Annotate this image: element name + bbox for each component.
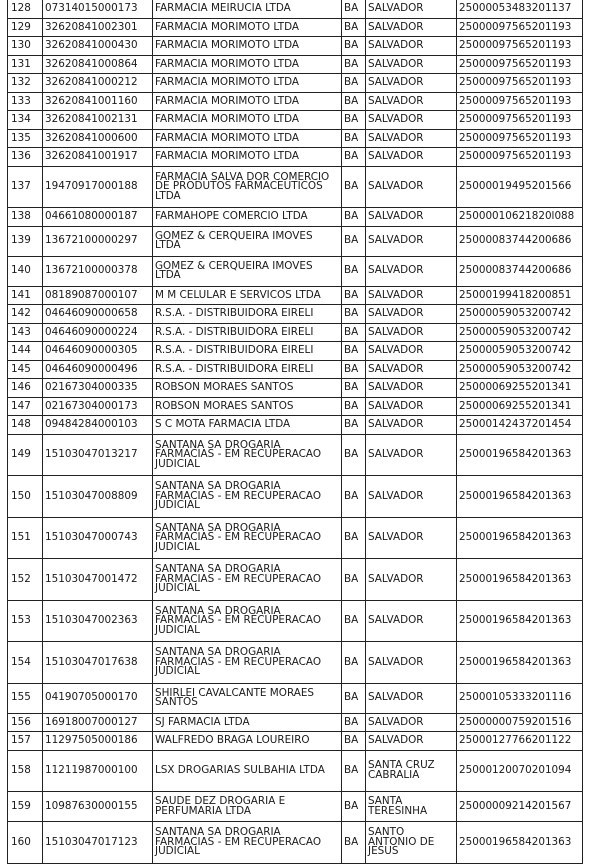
company-name-cell: R.S.A. - DISTRIBUIDORA EIRELI <box>153 360 342 379</box>
cnpj-cell: 13672100000378 <box>43 256 153 286</box>
state-cell: BA <box>342 750 366 792</box>
table-row <box>8 256 583 286</box>
cnpj-cell: 07314015000173 <box>43 0 153 18</box>
city-cell: SALVADOR <box>366 148 457 167</box>
row-number: 157 <box>8 732 43 751</box>
state-cell: BA <box>342 559 366 601</box>
table-row <box>8 434 583 476</box>
state-cell: BA <box>342 517 366 559</box>
table-row <box>8 379 583 398</box>
row-number: 140 <box>8 256 43 286</box>
cnpj-cell: 15103047008809 <box>43 476 153 518</box>
city-cell: SALVADOR <box>366 476 457 518</box>
process-code-cell: 25000010621820l088 <box>457 208 583 227</box>
company-name-cell: SANTANA SA DROGARIA FARMACIAS - EM RECUPERACAO JUDICIAL <box>153 476 342 518</box>
state-cell: BA <box>342 323 366 342</box>
row-number: 152 <box>8 559 43 601</box>
table-row <box>8 416 583 435</box>
cnpj-cell: 19470917000188 <box>43 166 153 208</box>
cnpj-cell: 15103047017638 <box>43 642 153 684</box>
city-cell: SALVADOR <box>366 559 457 601</box>
city-cell: SALVADOR <box>366 360 457 379</box>
process-code-cell: 25000083744200686 <box>457 256 583 286</box>
row-number: 156 <box>8 713 43 732</box>
row-number: 134 <box>8 111 43 130</box>
table-row <box>8 166 583 208</box>
city-cell: SALVADOR <box>366 379 457 398</box>
row-number: 151 <box>8 517 43 559</box>
table-row <box>8 208 583 227</box>
city-cell: SALVADOR <box>366 18 457 37</box>
table-row <box>8 323 583 342</box>
process-code-cell: 25000097565201193 <box>457 129 583 148</box>
state-cell: BA <box>342 792 366 822</box>
table-row <box>8 18 583 37</box>
state-cell: BA <box>342 148 366 167</box>
table-row <box>8 74 583 93</box>
table-row <box>8 517 583 559</box>
establishment-table <box>7 0 583 864</box>
table-row <box>8 55 583 74</box>
table-row <box>8 559 583 601</box>
state-cell: BA <box>342 379 366 398</box>
cnpj-cell: 32620841000600 <box>43 129 153 148</box>
city-cell: SALVADOR <box>366 683 457 713</box>
row-number: 145 <box>8 360 43 379</box>
city-cell: SALVADOR <box>366 92 457 111</box>
state-cell: BA <box>342 476 366 518</box>
row-number: 149 <box>8 434 43 476</box>
table-row <box>8 713 583 732</box>
company-name-cell: GOMEZ & CERQUEIRA IMOVES LTDA <box>153 256 342 286</box>
company-name-cell: FARMACIA MORIMOTO LTDA <box>153 129 342 148</box>
state-cell: BA <box>342 360 366 379</box>
process-code-cell: 25000059053200742 <box>457 323 583 342</box>
state-cell: BA <box>342 342 366 361</box>
row-number: 136 <box>8 148 43 167</box>
row-number: 130 <box>8 37 43 56</box>
process-code-cell: 25000199418200851 <box>457 286 583 305</box>
cnpj-cell: 32620841002301 <box>43 18 153 37</box>
cnpj-cell: 32620841001917 <box>43 148 153 167</box>
row-number: 146 <box>8 379 43 398</box>
row-number: 141 <box>8 286 43 305</box>
city-cell: SALVADOR <box>366 323 457 342</box>
state-cell: BA <box>342 683 366 713</box>
city-cell: SALVADOR <box>366 0 457 18</box>
state-cell: BA <box>342 37 366 56</box>
company-name-cell: FARMAHOPE COMERCIO LTDA <box>153 208 342 227</box>
company-name-cell: SANTANA SA DROGARIA FARMACIAS - EM RECUPERACAO JUDICIAL <box>153 600 342 642</box>
cnpj-cell: 04190705000170 <box>43 683 153 713</box>
process-code-cell: 25000009214201567 <box>457 792 583 822</box>
table-row <box>8 92 583 111</box>
city-cell: SANTO ANTONIO DE JESUS <box>366 822 457 864</box>
state-cell: BA <box>342 256 366 286</box>
company-name-cell: SANTANA SA DROGARIA FARMACIAS - EM RECUPERACAO JUDICIAL <box>153 434 342 476</box>
row-number: 135 <box>8 129 43 148</box>
cnpj-cell: 04661080000187 <box>43 208 153 227</box>
company-name-cell: GOMEZ & CERQUEIRA IMOVES LTDA <box>153 226 342 256</box>
state-cell: BA <box>342 416 366 435</box>
cnpj-cell: 04646090000496 <box>43 360 153 379</box>
table-row <box>8 226 583 256</box>
city-cell: SALVADOR <box>366 166 457 208</box>
row-number: 150 <box>8 476 43 518</box>
row-number: 144 <box>8 342 43 361</box>
state-cell: BA <box>342 129 366 148</box>
row-number: 129 <box>8 18 43 37</box>
company-name-cell: SANTANA SA DROGARIA FARMACIAS - EM RECUPERACAO JUDICIAL <box>153 642 342 684</box>
process-code-cell: 25000196584201363 <box>457 822 583 864</box>
company-name-cell: SAUDE DEZ DROGARIA E PERFUMARIA LTDA <box>153 792 342 822</box>
state-cell: BA <box>342 92 366 111</box>
process-code-cell: 25000196584201363 <box>457 642 583 684</box>
company-name-cell: FARMACIA MORIMOTO LTDA <box>153 74 342 93</box>
process-code-cell: 25000097565201193 <box>457 18 583 37</box>
company-name-cell: R.S.A. - DISTRIBUIDORA EIRELI <box>153 342 342 361</box>
city-cell: SALVADOR <box>366 37 457 56</box>
state-cell: BA <box>342 226 366 256</box>
process-code-cell: 25000127766201122 <box>457 732 583 751</box>
process-code-cell: 25000097565201193 <box>457 92 583 111</box>
table-row <box>8 286 583 305</box>
cnpj-cell: 32620841000864 <box>43 55 153 74</box>
company-name-cell: SHIRLEI CAVALCANTE MORAES SANTOS <box>153 683 342 713</box>
state-cell: BA <box>342 18 366 37</box>
company-name-cell: SANTANA SA DROGARIA FARMACIAS - EM RECUPERACAO JUDICIAL <box>153 517 342 559</box>
table-row <box>8 0 583 18</box>
cnpj-cell: 11297505000186 <box>43 732 153 751</box>
city-cell: SALVADOR <box>366 74 457 93</box>
state-cell: BA <box>342 111 366 130</box>
table-row <box>8 148 583 167</box>
company-name-cell: R.S.A. - DISTRIBUIDORA EIRELI <box>153 305 342 324</box>
table-body <box>8 0 583 863</box>
process-code-cell: 25000097565201193 <box>457 55 583 74</box>
state-cell: BA <box>342 305 366 324</box>
process-code-cell: 25000083744200686 <box>457 226 583 256</box>
process-code-cell: 25000142437201454 <box>457 416 583 435</box>
table-row <box>8 397 583 416</box>
state-cell: BA <box>342 166 366 208</box>
row-number: 158 <box>8 750 43 792</box>
state-cell: BA <box>342 642 366 684</box>
table-row <box>8 600 583 642</box>
table-row <box>8 305 583 324</box>
process-code-cell: 25000059053200742 <box>457 305 583 324</box>
state-cell: BA <box>342 397 366 416</box>
state-cell: BA <box>342 434 366 476</box>
table-row <box>8 792 583 822</box>
city-cell: SALVADOR <box>366 111 457 130</box>
company-name-cell: FARMACIA MORIMOTO LTDA <box>153 55 342 74</box>
process-code-cell: 25000196584201363 <box>457 434 583 476</box>
process-code-cell: 25000097565201193 <box>457 37 583 56</box>
city-cell: SALVADOR <box>366 416 457 435</box>
cnpj-cell: 09484284000103 <box>43 416 153 435</box>
process-code-cell: 25000019495201566 <box>457 166 583 208</box>
table-row <box>8 732 583 751</box>
state-cell: BA <box>342 732 366 751</box>
process-code-cell: 25000053483201137 <box>457 0 583 18</box>
cnpj-cell: 15103047001472 <box>43 559 153 601</box>
process-code-cell: 25000105333201116 <box>457 683 583 713</box>
cnpj-cell: 08189087000107 <box>43 286 153 305</box>
city-cell: SALVADOR <box>366 256 457 286</box>
process-code-cell: 25000069255201341 <box>457 379 583 398</box>
city-cell: SALVADOR <box>366 713 457 732</box>
company-name-cell: LSX DROGARIAS SULBAHIA LTDA <box>153 750 342 792</box>
company-name-cell: FARMACIA MORIMOTO LTDA <box>153 111 342 130</box>
cnpj-cell: 04646090000224 <box>43 323 153 342</box>
process-code-cell: 25000120070201094 <box>457 750 583 792</box>
company-name-cell: ROBSON MORAES SANTOS <box>153 397 342 416</box>
city-cell: SALVADOR <box>366 434 457 476</box>
cnpj-cell: 10987630000155 <box>43 792 153 822</box>
process-code-cell: 25000097565201193 <box>457 74 583 93</box>
company-name-cell: M M CELULAR E SERVICOS LTDA <box>153 286 342 305</box>
row-number: 159 <box>8 792 43 822</box>
process-code-cell: 25000097565201193 <box>457 111 583 130</box>
state-cell: BA <box>342 0 366 18</box>
process-code-cell: 25000196584201363 <box>457 559 583 601</box>
table-row <box>8 476 583 518</box>
cnpj-cell: 32620841002131 <box>43 111 153 130</box>
state-cell: BA <box>342 822 366 864</box>
cnpj-cell: 04646090000658 <box>43 305 153 324</box>
state-cell: BA <box>342 208 366 227</box>
table-row <box>8 642 583 684</box>
row-number: 155 <box>8 683 43 713</box>
cnpj-cell: 15103047013217 <box>43 434 153 476</box>
company-name-cell: ROBSON MORAES SANTOS <box>153 379 342 398</box>
city-cell: SALVADOR <box>366 286 457 305</box>
state-cell: BA <box>342 55 366 74</box>
cnpj-cell: 02167304000335 <box>43 379 153 398</box>
company-name-cell: FARMACIA MEIRUCIA LTDA <box>153 0 342 18</box>
cnpj-cell: 32620841001160 <box>43 92 153 111</box>
row-number: 139 <box>8 226 43 256</box>
company-name-cell: FARMACIA MORIMOTO LTDA <box>153 148 342 167</box>
process-code-cell: 25000069255201341 <box>457 397 583 416</box>
table-row <box>8 342 583 361</box>
row-number: 147 <box>8 397 43 416</box>
company-name-cell: FARMACIA SALVA DOR COMERCIO DE PRODUTOS FARMACEUTICOS LTDA <box>153 166 342 208</box>
company-name-cell: R.S.A. - DISTRIBUIDORA EIRELI <box>153 323 342 342</box>
table-row <box>8 683 583 713</box>
table-row <box>8 37 583 56</box>
state-cell: BA <box>342 600 366 642</box>
company-name-cell: SANTANA SA DROGARIA FARMACIAS - EM RECUPERACAO JUDICIAL <box>153 559 342 601</box>
company-name-cell: FARMACIA MORIMOTO LTDA <box>153 37 342 56</box>
state-cell: BA <box>342 74 366 93</box>
process-code-cell: 25000196584201363 <box>457 600 583 642</box>
row-number: 160 <box>8 822 43 864</box>
company-name-cell: WALFREDO BRAGA LOUREIRO <box>153 732 342 751</box>
row-number: 137 <box>8 166 43 208</box>
cnpj-cell: 04646090000305 <box>43 342 153 361</box>
row-number: 153 <box>8 600 43 642</box>
company-name-cell: SJ FARMACIA LTDA <box>153 713 342 732</box>
city-cell: SALVADOR <box>366 600 457 642</box>
cnpj-cell: 13672100000297 <box>43 226 153 256</box>
city-cell: SALVADOR <box>366 55 457 74</box>
table-row <box>8 360 583 379</box>
city-cell: SALVADOR <box>366 342 457 361</box>
row-number: 133 <box>8 92 43 111</box>
row-number: 132 <box>8 74 43 93</box>
cnpj-cell: 02167304000173 <box>43 397 153 416</box>
cnpj-cell: 15103047002363 <box>43 600 153 642</box>
state-cell: BA <box>342 286 366 305</box>
cnpj-cell: 15103047000743 <box>43 517 153 559</box>
row-number: 154 <box>8 642 43 684</box>
process-code-cell: 25000059053200742 <box>457 342 583 361</box>
row-number: 148 <box>8 416 43 435</box>
table-row <box>8 129 583 148</box>
process-code-cell: 25000196584201363 <box>457 517 583 559</box>
process-code-cell: 25000097565201193 <box>457 148 583 167</box>
process-code-cell: 25000196584201363 <box>457 476 583 518</box>
row-number: 142 <box>8 305 43 324</box>
city-cell: SANTA TERESINHA <box>366 792 457 822</box>
row-number: 128 <box>8 0 43 18</box>
row-number: 131 <box>8 55 43 74</box>
cnpj-cell: 11211987000100 <box>43 750 153 792</box>
cnpj-cell: 16918007000127 <box>43 713 153 732</box>
process-code-cell: 25000000759201516 <box>457 713 583 732</box>
city-cell: SALVADOR <box>366 517 457 559</box>
city-cell: SANTA CRUZ CABRALIA <box>366 750 457 792</box>
company-name-cell: SANTANA SA DROGARIA FARMACIAS - EM RECUPERACAO JUDICIAL <box>153 822 342 864</box>
city-cell: SALVADOR <box>366 397 457 416</box>
city-cell: SALVADOR <box>366 305 457 324</box>
row-number: 138 <box>8 208 43 227</box>
cnpj-cell: 32620841000212 <box>43 74 153 93</box>
row-number: 143 <box>8 323 43 342</box>
cnpj-cell: 32620841000430 <box>43 37 153 56</box>
state-cell: BA <box>342 713 366 732</box>
city-cell: SALVADOR <box>366 732 457 751</box>
city-cell: SALVADOR <box>366 226 457 256</box>
company-name-cell: S C MOTA FARMACIA LTDA <box>153 416 342 435</box>
company-name-cell: FARMACIA MORIMOTO LTDA <box>153 92 342 111</box>
city-cell: SALVADOR <box>366 642 457 684</box>
table-row <box>8 750 583 792</box>
cnpj-cell: 15103047017123 <box>43 822 153 864</box>
process-code-cell: 25000059053200742 <box>457 360 583 379</box>
city-cell: SALVADOR <box>366 208 457 227</box>
table-row <box>8 111 583 130</box>
city-cell: SALVADOR <box>366 129 457 148</box>
company-name-cell: FARMACIA MORIMOTO LTDA <box>153 18 342 37</box>
